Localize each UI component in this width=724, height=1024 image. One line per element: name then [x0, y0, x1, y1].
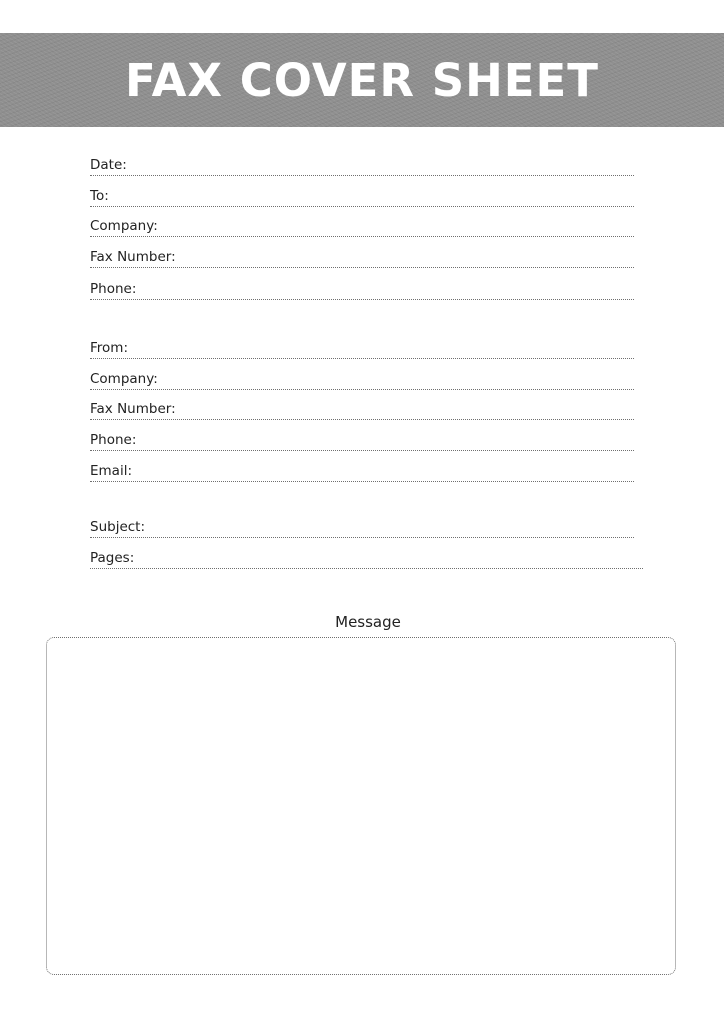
to-field[interactable]: [90, 184, 634, 207]
recipient-phone-field[interactable]: [90, 277, 634, 300]
page-title: FAX COVER SHEET: [125, 53, 599, 107]
message-label: Message: [335, 613, 401, 631]
recipient-phone-label: Phone:: [90, 281, 137, 297]
to-label: To:: [90, 188, 109, 204]
recipient-fax-number-field[interactable]: [90, 245, 634, 268]
pages-label: Pages:: [90, 550, 135, 566]
date-label: Date:: [90, 157, 127, 173]
from-label: From:: [90, 340, 128, 356]
sender-company-label: Company:: [90, 371, 158, 387]
pages-field[interactable]: [90, 546, 643, 569]
message-box[interactable]: [46, 637, 676, 975]
recipient-company-field[interactable]: [90, 214, 634, 237]
sender-fax-number-field[interactable]: [90, 397, 634, 420]
sender-company-field[interactable]: [90, 367, 634, 390]
header-banner: [0, 33, 724, 127]
from-field[interactable]: [90, 336, 634, 359]
sender-phone-field[interactable]: [90, 428, 634, 451]
sender-phone-label: Phone:: [90, 432, 137, 448]
recipient-fax-number-label: Fax Number:: [90, 249, 176, 265]
email-field[interactable]: [90, 459, 634, 482]
sender-fax-number-label: Fax Number:: [90, 401, 176, 417]
subject-field[interactable]: [90, 515, 634, 538]
date-field[interactable]: [90, 153, 634, 176]
recipient-company-label: Company:: [90, 218, 158, 234]
email-label: Email:: [90, 463, 133, 479]
subject-label: Subject:: [90, 519, 146, 535]
